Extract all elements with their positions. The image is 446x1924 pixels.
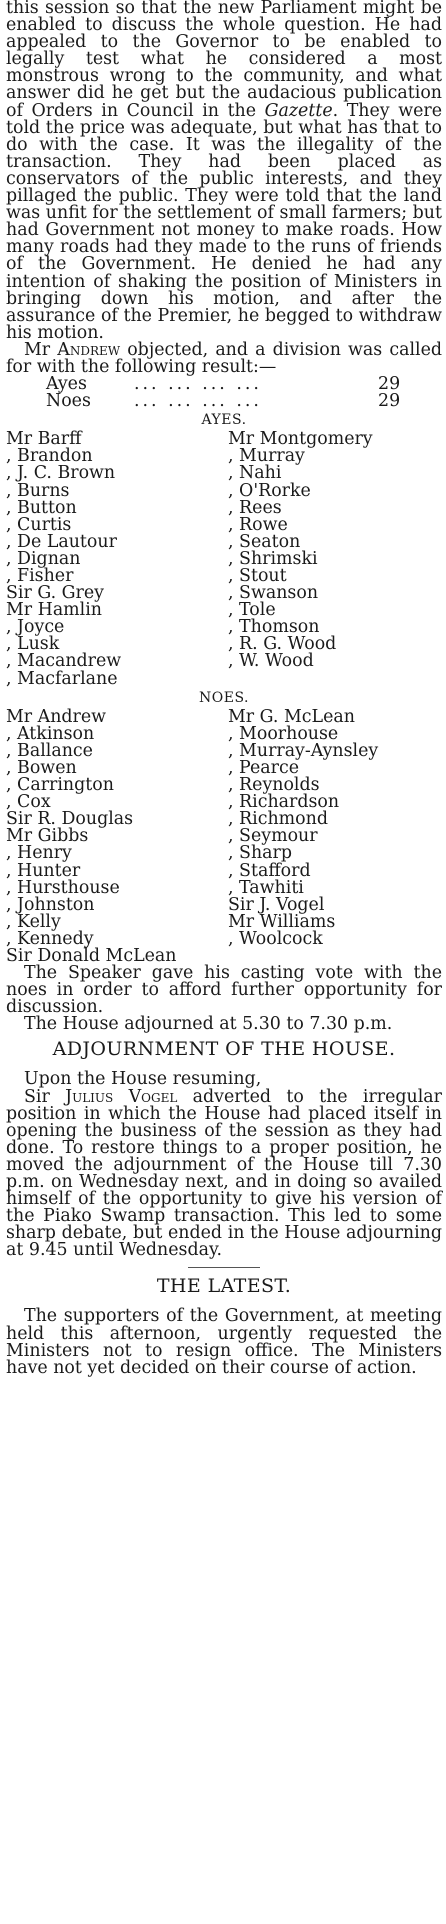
member-name: , Seymour xyxy=(228,826,318,847)
member-name: , Tole xyxy=(228,600,276,621)
member-name: Sir J. Vogel xyxy=(228,894,325,915)
member-name: , Fisher xyxy=(6,566,74,586)
noes-heading: NOES. xyxy=(199,689,249,706)
member-name: Mr G. McLean xyxy=(228,706,355,727)
member-name: , Johnston xyxy=(6,894,95,915)
section-heading-latest: THE LATEST. xyxy=(156,1275,292,1298)
member-name: , J. C. Brown xyxy=(6,463,116,484)
member-name: , W. Wood xyxy=(228,651,314,672)
member-name: Mr Montgomery xyxy=(228,429,373,450)
member-name: , Macandrew xyxy=(6,651,122,672)
member-name: , Button xyxy=(6,497,77,518)
member-name: Mr Hamlin xyxy=(6,600,102,621)
member-name: , Lusk xyxy=(6,634,60,655)
member-name: , Kelly xyxy=(6,911,61,932)
member-name: , Murray-Aynsley xyxy=(228,740,379,761)
member-name: , Woolcock xyxy=(228,928,323,949)
member-name: , Atkinson xyxy=(6,723,95,744)
member-name: , Reynolds xyxy=(228,775,320,796)
member-name: , Joyce xyxy=(6,617,65,638)
member-name: , Tawhiti xyxy=(228,877,304,898)
noes-list xyxy=(6,706,442,949)
member-name: , Burns xyxy=(6,480,70,501)
member-name: , Macfarlane xyxy=(6,668,118,689)
member-name: , Ballance xyxy=(6,740,93,761)
member-name: , De Lautour xyxy=(6,531,117,552)
member-name: , Hursthouse xyxy=(6,877,120,898)
member-name: , Thomson xyxy=(228,617,320,638)
member-name: Mr Barff xyxy=(6,429,82,450)
member-name: , Rowe xyxy=(228,514,288,535)
ayes-right-column xyxy=(220,431,442,687)
objection-paragraph: Mr Andrew objected, and a division was called for with the following result:— xyxy=(6,339,442,377)
member-name: , Brandon xyxy=(6,446,93,467)
member-name: , Richardson xyxy=(228,792,340,813)
member-name: , O'Rorke xyxy=(228,480,311,501)
division-noes-row: Noes ... ... ... ... 29 xyxy=(46,391,401,412)
ayes-heading: AYES. xyxy=(201,412,247,429)
member-name: , Bowen xyxy=(6,757,77,778)
member-name: , Kennedy xyxy=(6,928,94,949)
member-name: Sir G. Grey xyxy=(6,583,104,604)
adjourned-paragraph: The House adjourned at 5.30 to 7.30 p.m. xyxy=(24,1014,393,1035)
member-name: , Murray xyxy=(228,446,305,467)
section-heading-adjournment: ADJOURNMENT OF THE HOUSE. xyxy=(52,1038,396,1061)
member-name: Mr Gibbs xyxy=(6,826,89,847)
member-name: , Henry xyxy=(6,843,72,864)
member-name: , Pearce xyxy=(228,757,299,778)
member-name: , Sharp xyxy=(228,843,292,864)
speaker-paragraph: The Speaker gave his casting vote with the noes in order to afford further opportunity for discussion. xyxy=(6,963,442,1018)
member-name: Sir R. Douglas xyxy=(6,809,134,830)
member-name: , Rees xyxy=(228,497,282,518)
ayes-list xyxy=(6,431,442,687)
member-name: , Stafford xyxy=(228,860,311,881)
member-name: , Seaton xyxy=(228,531,301,552)
member-name: , Carrington xyxy=(6,775,114,796)
member-name: , Dignan xyxy=(6,548,81,569)
member-name: , Swanson xyxy=(228,583,319,604)
section-divider-rule xyxy=(188,1267,260,1268)
noes-right-column xyxy=(220,706,442,949)
member-name: , Richmond xyxy=(228,809,328,830)
intro-paragraph: this session so that the new Parliament might be enabled to discuss the whole question. He had appealed to the Governor to be enabled to legally test what he considered a most monstrous wrong to the community, and what answer did he get but the audacious publication of Orders in Council in the Gazette. They were told the price was adequate, but what has that to do with the case. It was the illegality of the transaction. They had been placed as conservators of the public interests, and they pillaged the public. They were told that the land was unfit for the settlement of small farmers; but had Government not money to make roads. How many roads had they made to the runs of friends of the Government. He denied he had any intention of shaking the position of Ministers in bringing down his motion, and after the assurance of the Premier, he begged to withdraw his motion. xyxy=(6,0,442,343)
resuming-paragraph: Upon the House resuming, xyxy=(24,1069,262,1090)
noes-left-column xyxy=(6,706,220,949)
member-name: Mr Williams xyxy=(228,911,336,932)
member-name: , Nahi xyxy=(228,463,282,484)
member-name: , Shrimski xyxy=(228,548,318,569)
member-name: , Hunter xyxy=(6,860,81,881)
ayes-left-column xyxy=(6,431,220,687)
member-name: , Moorhouse xyxy=(228,723,339,744)
member-name: , Cox xyxy=(6,792,51,813)
member-name: Mr Andrew xyxy=(6,706,107,727)
member-name: , Curtis xyxy=(6,514,72,535)
vogel-paragraph: Sir Julius Vogel adverted to the irregular position in which the House had placed itself in opening the business of the session as they had done. To restore things to a proper position, he moved the adjournment of the House till 7.30 p.m. on Wednesday next, and in doing so availed himself of the opportunity to give his version of the Piako Swamp transaction. This led to some sharp debate, but ended in the House adjourning at 9.45 until Wednesday. xyxy=(6,1086,442,1261)
noes-last-name: Sir Donald McLean xyxy=(6,945,177,966)
member-name: , R. G. Wood xyxy=(228,634,337,655)
latest-paragraph: The supporters of the Government, at meeting held this afternoon, urgently requested the Ministers not to resign office. The Ministers have not yet decided on their course of action. xyxy=(6,1306,442,1378)
division-ayes-row: Ayes ... ... ... ... 29 xyxy=(46,374,401,395)
member-name: , Stout xyxy=(228,566,287,586)
